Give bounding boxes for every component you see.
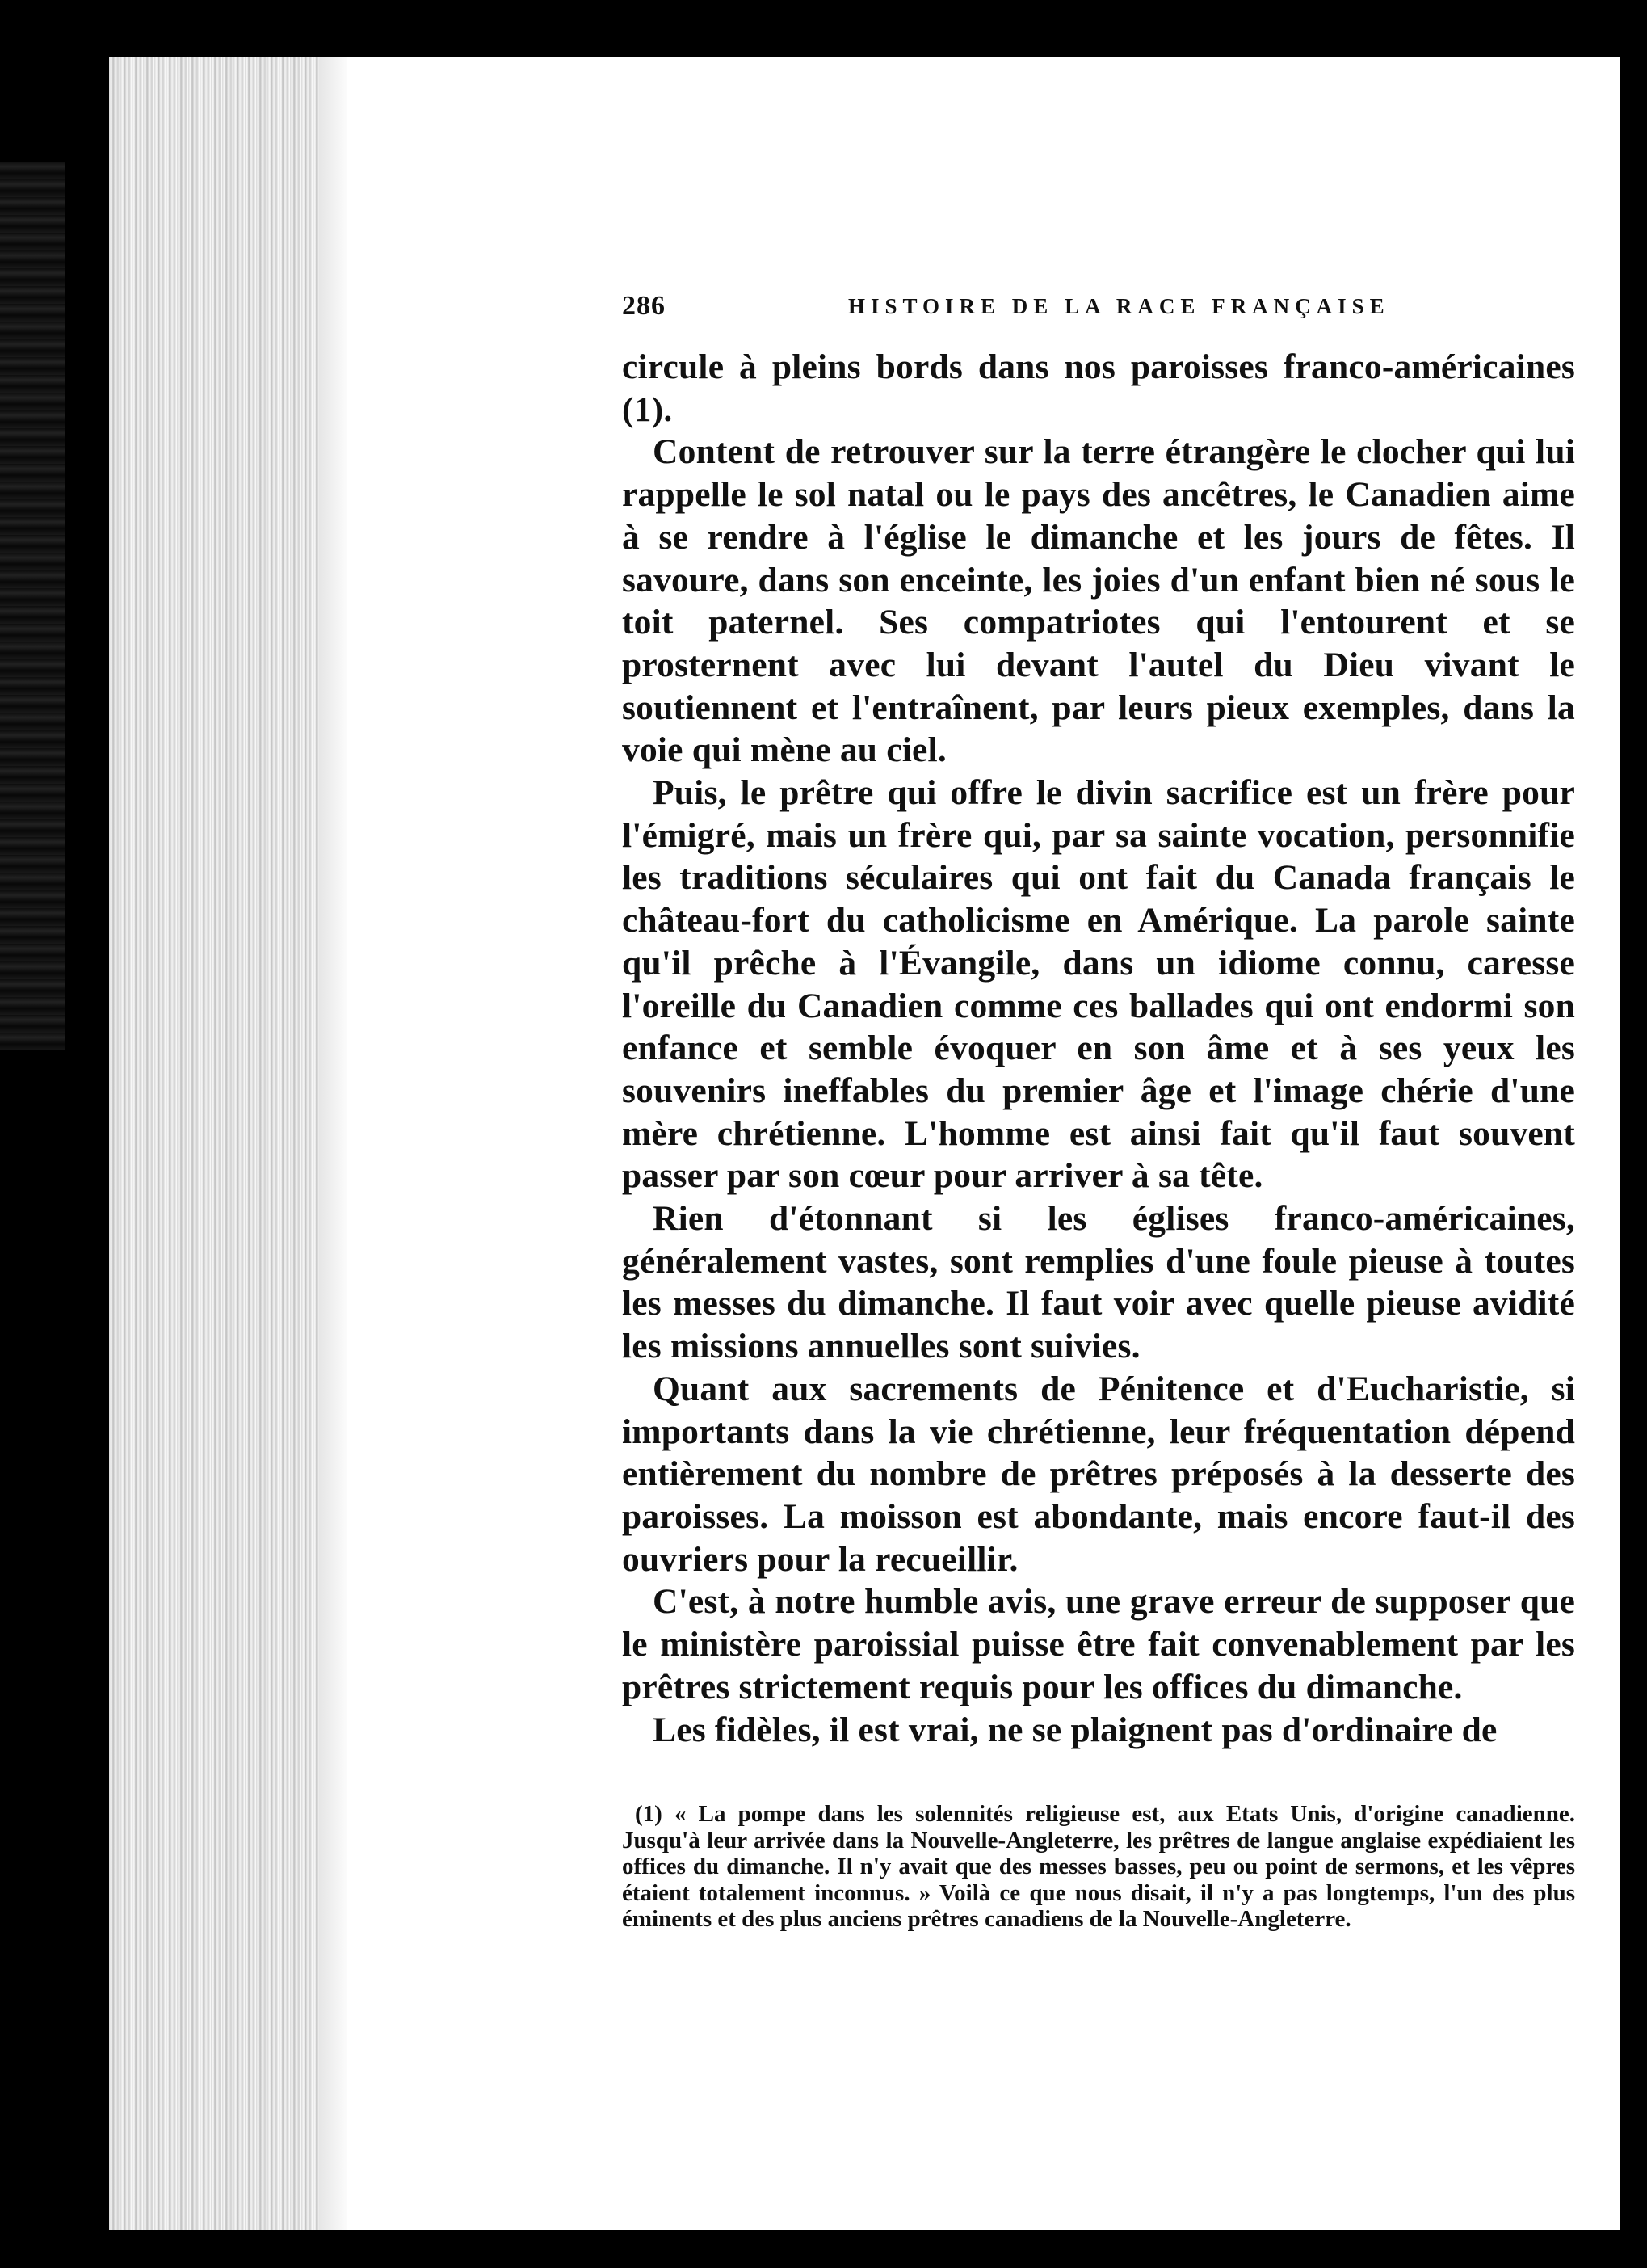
running-title: HISTOIRE DE LA RACE FRANÇAISE <box>848 294 1390 318</box>
paragraph: Content de retrouver sur la terre étrangère le clocher qui lui rappelle le sol natal ou le pays des ancêtres, le Canadien aime à se rendre à l'église le dimanche et les jours de fêtes. Il savoure, dans son enceinte, les joies d'un enfant bien né sous le toit paternel. Ses compatriotes qui l'entourent et se prosternent avec lui devant l'autel du Dieu vivant le soutiennent et l'entraînent, par leurs pieux exemples, dans la voie qui mène au ciel. <box>622 432 1575 770</box>
footnote <box>622 1801 1575 1933</box>
book-page <box>347 57 1620 2230</box>
paragraph: Quant aux sacrements de Pénitence et d'Eucharistie, si importants dans la vie chrétienne, leur fréquentation dépend entièrement du nombre de prêtres préposés à la desserte des paroisses. La moisson est abondante, mais encore faut-il des ouvriers pour la recueillir. <box>622 1369 1575 1579</box>
running-head <box>622 291 1575 323</box>
book-page-edges <box>109 57 351 2230</box>
paragraph-continued: circule à pleins bords dans nos paroisses franco-américaines (1). <box>622 347 1575 429</box>
page-number: 286 <box>622 291 666 321</box>
scan-margin-texture <box>0 162 65 1050</box>
paragraph-last: Les fidèles, il est vrai, ne se plaignent pas d'ordinaire de <box>653 1710 1498 1749</box>
paragraph: C'est, à notre humble avis, une grave erreur de supposer que le ministère paroissial puisse être fait convenablement par les prêtres strictement requis pour les offices du dimanche. <box>622 1582 1575 1706</box>
footnote-text: (1) « La pompe dans les solennités religieuse est, aux Etats Unis, d'origine canadienne. Jusqu'à leur arrivée dans la Nouvelle-Angleterre, les prêtres de langue anglaise expédiaient les offices du dimanche. Il n'y avait que des messes basses, peu ou point de sermons, et les vêpres étaient totalement inconnus. » Voilà ce que nous disait, il n'y a pas longtemps, l'un des plus éminents et des plus anciens prêtres canadiens de la Nouvelle-Angleterre. <box>622 1801 1575 1933</box>
body-text <box>622 346 1575 1751</box>
page-content <box>622 291 1575 1933</box>
paragraph: Rien d'étonnant si les églises franco-américaines, généralement vastes, sont remplies d'une foule pieuse à toutes les messes du dimanche. Il faut voir avec quelle pieuse avidité les missions annuelles sont suivies. <box>622 1199 1575 1366</box>
paragraph: Puis, le prêtre qui offre le divin sacrifice est un frère pour l'émigré, mais un frère qui, par sa sainte vocation, personnifie les traditions séculaires qui ont fait du Canada français le château-fort du catholicisme en Amérique. La parole sainte qu'il prêche à l'Évangile, dans un idiome connu, caresse l'oreille du Canadien comme ces ballades qui ont endormi son enfance et semble évoquer en son âme et à ses yeux les souvenirs ineffables du premier âge et l'image chérie d'une mère chrétienne. L'homme est ainsi fait qu'il faut souvent passer par son cœur pour arriver à sa tête. <box>622 773 1575 1196</box>
